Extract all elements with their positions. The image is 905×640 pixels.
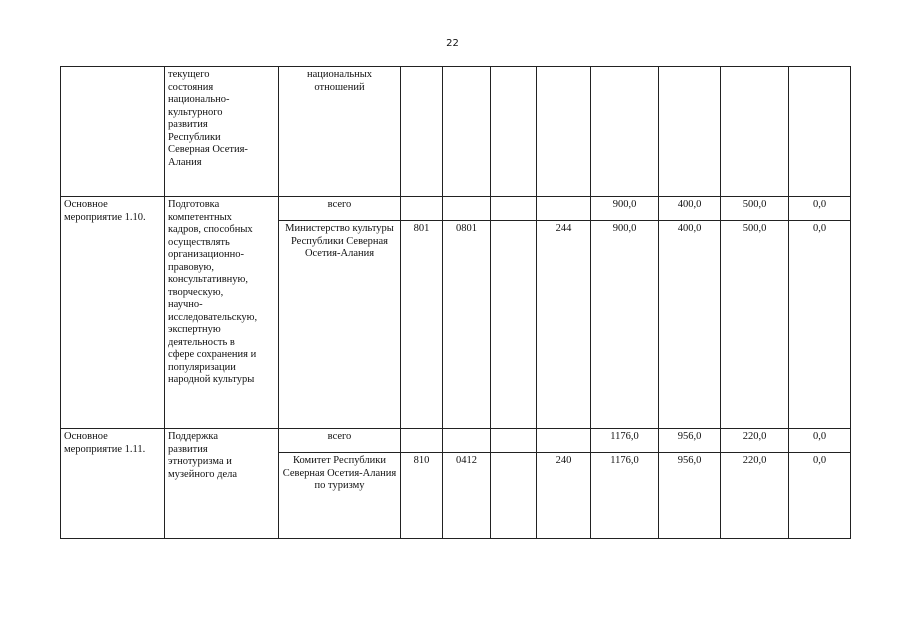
cell-total xyxy=(591,67,659,197)
cell-vr xyxy=(537,67,591,197)
cell-y2: 220,0 xyxy=(721,453,789,539)
description-line: компетентных xyxy=(168,211,232,223)
cell-csr xyxy=(491,197,537,221)
description-line: этнотуризма и xyxy=(168,456,232,467)
cell-grbs xyxy=(401,67,443,197)
cell-y1: 400,0 xyxy=(659,221,721,429)
description-line: популяризации xyxy=(168,361,236,373)
cell-y2 xyxy=(721,67,789,197)
cell-rz_pr: 0412 xyxy=(443,453,491,539)
description-line: Алания xyxy=(168,156,202,168)
measure-description xyxy=(165,67,279,197)
cell-y1: 400,0 xyxy=(659,197,721,221)
page-number: 22 xyxy=(446,38,459,49)
cell-y1 xyxy=(659,67,721,197)
description-line: Подготовка xyxy=(168,199,220,210)
cell-rz_pr: 0801 xyxy=(443,221,491,429)
description-line: культурного xyxy=(168,106,223,118)
cell-y3: 0,0 xyxy=(789,453,851,539)
cell-y2: 500,0 xyxy=(721,221,789,429)
responsible-executor: Министерство культуры Республики Северная Осетия-Алания xyxy=(279,221,401,429)
measure-name xyxy=(61,67,165,197)
cell-y3: 0,0 xyxy=(789,221,851,429)
measure-name: Основное мероприятие 1.11. xyxy=(61,429,165,539)
description-line: национально- xyxy=(168,94,230,105)
description-line: состояния xyxy=(168,81,214,93)
cell-rz_pr xyxy=(443,429,491,453)
cell-vr xyxy=(537,197,591,221)
cell-y3 xyxy=(789,67,851,197)
cell-csr xyxy=(491,429,537,453)
description-line: творческую, xyxy=(168,286,224,298)
cell-total: 1176,0 xyxy=(591,429,659,453)
description-line: кадров, способных xyxy=(168,224,253,235)
cell-csr xyxy=(491,221,537,429)
cell-vr xyxy=(537,429,591,453)
cell-csr xyxy=(491,67,537,197)
cell-grbs xyxy=(401,429,443,453)
description-line: организационно- xyxy=(168,249,244,260)
cell-grbs: 810 xyxy=(401,453,443,539)
description-line: народной культуры xyxy=(168,374,255,385)
cell-y3: 0,0 xyxy=(789,197,851,221)
cell-rz_pr xyxy=(443,197,491,221)
description-line: текущего xyxy=(168,69,210,80)
description-line: сфере сохранения и xyxy=(168,349,257,360)
description-line: деятельность в xyxy=(168,336,235,348)
cell-y3: 0,0 xyxy=(789,429,851,453)
table-row xyxy=(61,197,851,221)
table-row xyxy=(61,67,851,197)
description-line: исследовательскую, xyxy=(168,311,258,323)
total-label: всего xyxy=(279,429,401,453)
description-line: Республики xyxy=(168,131,221,143)
program-budget-table xyxy=(60,66,851,539)
cell-total: 900,0 xyxy=(591,197,659,221)
description-line: развития xyxy=(168,119,208,130)
description-line: развития xyxy=(168,443,208,455)
cell-vr: 240 xyxy=(537,453,591,539)
table-row xyxy=(61,429,851,453)
cell-total: 1176,0 xyxy=(591,453,659,539)
cell-grbs: 801 xyxy=(401,221,443,429)
description-line: Северная Осетия- xyxy=(168,144,248,155)
description-line: Поддержка xyxy=(168,431,218,442)
cell-csr xyxy=(491,453,537,539)
cell-y2: 220,0 xyxy=(721,429,789,453)
description-line: научно- xyxy=(168,299,203,310)
measure-name: Основное мероприятие 1.10. xyxy=(61,197,165,429)
responsible-executor: национальных отношений xyxy=(279,67,401,197)
cell-total: 900,0 xyxy=(591,221,659,429)
responsible-executor: Комитет Республики Северная Осетия-Алания по туризму xyxy=(279,453,401,539)
description-line: осуществлять xyxy=(168,236,230,248)
cell-grbs xyxy=(401,197,443,221)
cell-y1: 956,0 xyxy=(659,429,721,453)
cell-rz_pr xyxy=(443,67,491,197)
description-line: музейного дела xyxy=(168,468,238,480)
cell-y2: 500,0 xyxy=(721,197,789,221)
cell-y1: 956,0 xyxy=(659,453,721,539)
total-label: всего xyxy=(279,197,401,221)
cell-vr: 244 xyxy=(537,221,591,429)
measure-description xyxy=(165,197,279,429)
description-line: правовую, xyxy=(168,261,214,273)
measure-description xyxy=(165,429,279,539)
description-line: экспертную xyxy=(168,324,221,335)
description-line: консультативную, xyxy=(168,274,248,285)
